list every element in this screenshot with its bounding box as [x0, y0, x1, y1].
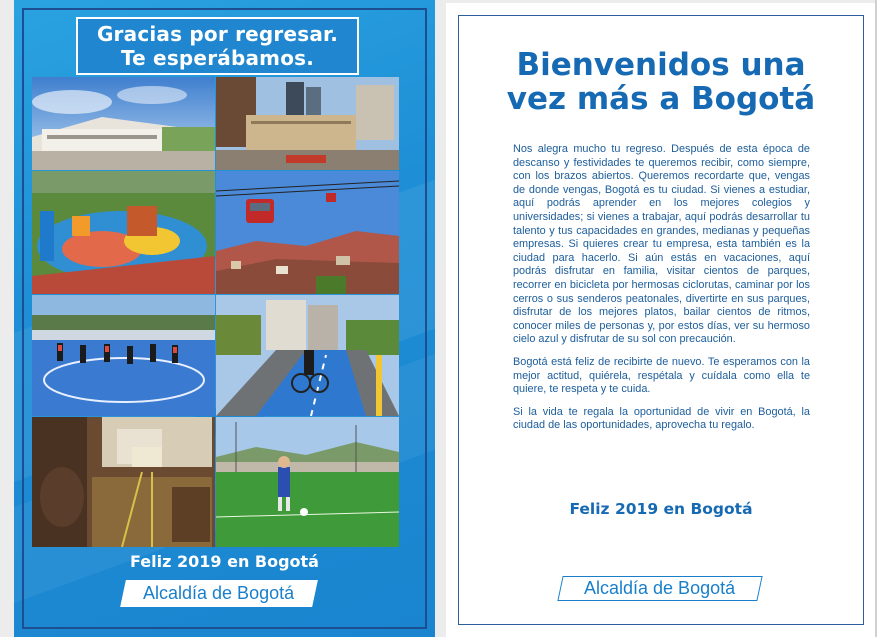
- alcaldia-logo-text: Alcaldía de Bogotá: [143, 583, 295, 603]
- page-title: [458, 48, 864, 116]
- child-soccer-field-photo: [216, 417, 399, 547]
- museum-building-photo: [32, 77, 215, 170]
- right-footer-title: Feliz 2019 en Bogotá: [569, 500, 753, 518]
- funicular-railway-photo: [32, 417, 215, 547]
- speed-skating-track-photo: [32, 295, 215, 416]
- alcaldia-logo: [557, 576, 762, 601]
- alcaldia-logo-text: Alcaldía de Bogotá: [584, 578, 736, 598]
- city-plaza-buildings-photo: [216, 77, 399, 170]
- message-paragraph: Nos alegra mucho tu regreso. Después de esta época de descanso y festividades te queremos recibir, como siempre, con los brazos abiertos. Queremos recordarte que, vengas de donde vengas, Bogotá es tu ciudad. Si vienes a estudiar, aquí podrás aprender en los mejores colegios y universidades; si vienes a trabajar, aquí podrás desarrollar tu talento y tus capacidades en grandes, medianas y pequeñas empresas. Si quieres crear tu empresa, esta también es la ciudad para hacerlo. Si aún estás en vacaciones, aquí podrás disfrutar en familia, visitar cientos de parques, recorrer en bicicleta por hermosas ciclorutas, caminar por los cerros o sus senderos peatonales, divertirte en sus parques, disfrutar de los mejores platos, bailar cientos de ritmos, conocer miles de personas y, por estos días, ver su hermoso cielo azul y disfrutar de su sol con precaución.: [513, 143, 810, 346]
- greeting-banner: [76, 17, 359, 75]
- greeting-line-2: Te esperábamos.: [120, 46, 315, 70]
- left-footer-title: Feliz 2019 en Bogotá: [130, 552, 319, 571]
- message-paragraph: Bogotá está feliz de recibirte de nuevo. Te esperamos con la mejor actitud, quiérela, respétala y cuídala como ella te quiere, te respeta y te cuida.: [513, 355, 810, 396]
- title-line-2: vez más a Bogotá: [506, 81, 816, 117]
- right-page-card: [446, 3, 877, 637]
- cyclist-bike-lane-photo: [216, 295, 399, 416]
- title-line-1: Bienvenidos una: [516, 47, 806, 83]
- greeting-line-1: Gracias por regresar.: [96, 22, 339, 46]
- welcome-message: [513, 143, 810, 442]
- message-paragraph: Si la vida te regala la oportunidad de vivir en Bogotá, la ciudad de las oportunidades, aprovecha tu regalo.: [513, 405, 810, 432]
- left-page-card: [14, 0, 435, 637]
- alcaldia-logo: [120, 580, 318, 607]
- playground-park-photo: [32, 171, 215, 294]
- photo-collage: [32, 77, 398, 547]
- cable-car-hillside-photo: [216, 171, 399, 294]
